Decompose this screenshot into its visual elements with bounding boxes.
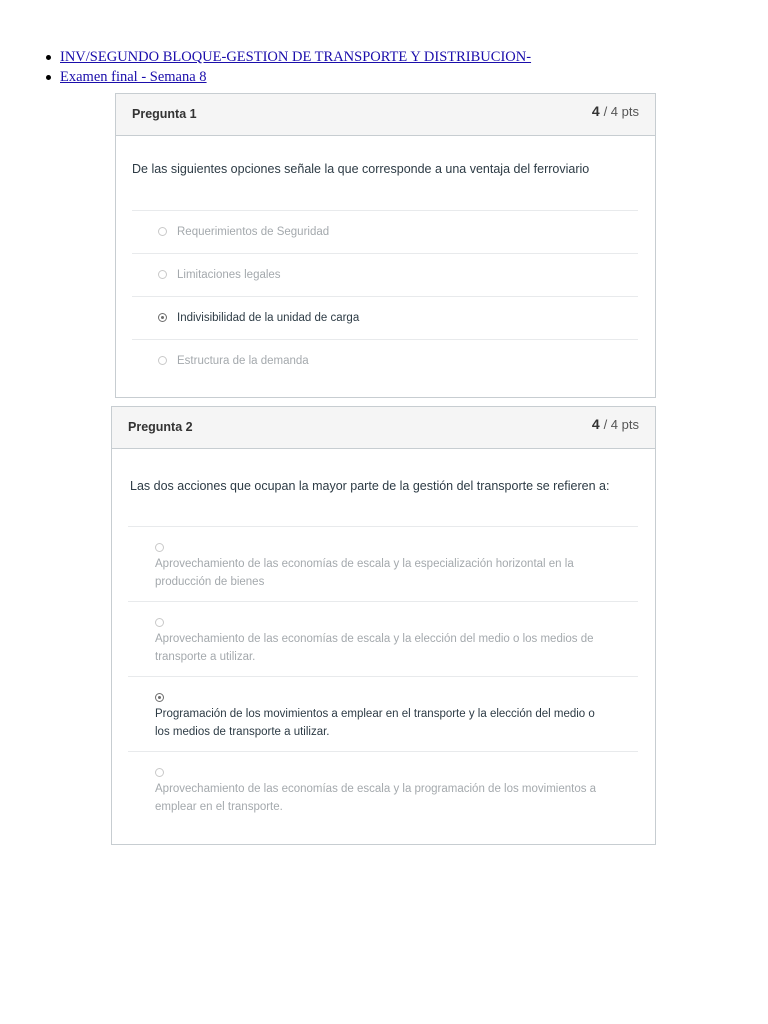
question-header [116,94,655,136]
radio-button[interactable] [155,618,164,627]
score-earned: 4 [591,416,600,432]
question-card-1 [115,93,656,398]
score-total: / 4 pts [603,104,639,119]
answer-option-selected[interactable] [132,296,638,339]
answer-label: Indivisibilidad de la unidad de carga [177,312,360,324]
answer-label: Aprovechamiento de las economías de escala y la especialización horizontal en la producción de bienes [155,558,574,588]
question-score [592,416,639,432]
radio-button[interactable] [155,543,164,552]
radio-button[interactable] [158,227,167,236]
course-link[interactable]: INV/SEGUNDO BLOQUE-GESTION DE TRANSPORTE Y DISTRIBUCION- [60,49,532,65]
answer-label: Programación de los movimientos a emplear en el transporte y la elección del medio o los medios de transporte a utilizar. [155,708,595,738]
breadcrumb-item [44,47,531,67]
question-card-2 [111,406,656,845]
question-title: Pregunta 1 [132,107,197,121]
answer-option[interactable] [128,526,638,601]
breadcrumb [44,47,531,87]
radio-button[interactable] [158,270,167,279]
radio-button-checked[interactable] [158,313,167,322]
question-header [112,407,655,449]
answer-label: Requerimientos de Seguridad [177,226,330,238]
question-text: De las siguientes opciones señale la que corresponde a una ventaja del ferroviario [132,162,590,176]
radio-button[interactable] [155,768,164,777]
answer-option[interactable] [132,339,638,382]
question-text: Las dos acciones que ocupan la mayor parte de la gestión del transporte se refieren a: [130,479,610,493]
question-title: Pregunta 2 [128,420,193,434]
answer-label: Aprovechamiento de las economías de escala y la programación de los movimientos a emplear en el transporte. [155,783,597,813]
breadcrumb-item [44,67,531,87]
bullet-icon [46,55,51,60]
radio-button[interactable] [158,356,167,365]
answer-list [132,210,638,382]
answer-label: Estructura de la demanda [177,355,309,367]
answer-option[interactable] [128,601,638,676]
answer-option[interactable] [132,210,638,253]
radio-button-checked[interactable] [155,693,164,702]
answer-option[interactable] [128,751,638,826]
answer-option[interactable] [132,253,638,296]
score-total: / 4 pts [603,417,639,432]
score-earned: 4 [591,103,600,119]
question-score [592,103,639,119]
exam-link[interactable]: Examen final - Semana 8 [60,69,207,85]
bullet-icon [46,75,51,80]
answer-list [128,526,638,826]
answer-option-selected[interactable] [128,676,638,751]
answer-label: Limitaciones legales [177,269,281,281]
answer-label: Aprovechamiento de las economías de escala y la elección del medio o los medios de transporte a utilizar. [155,633,594,663]
